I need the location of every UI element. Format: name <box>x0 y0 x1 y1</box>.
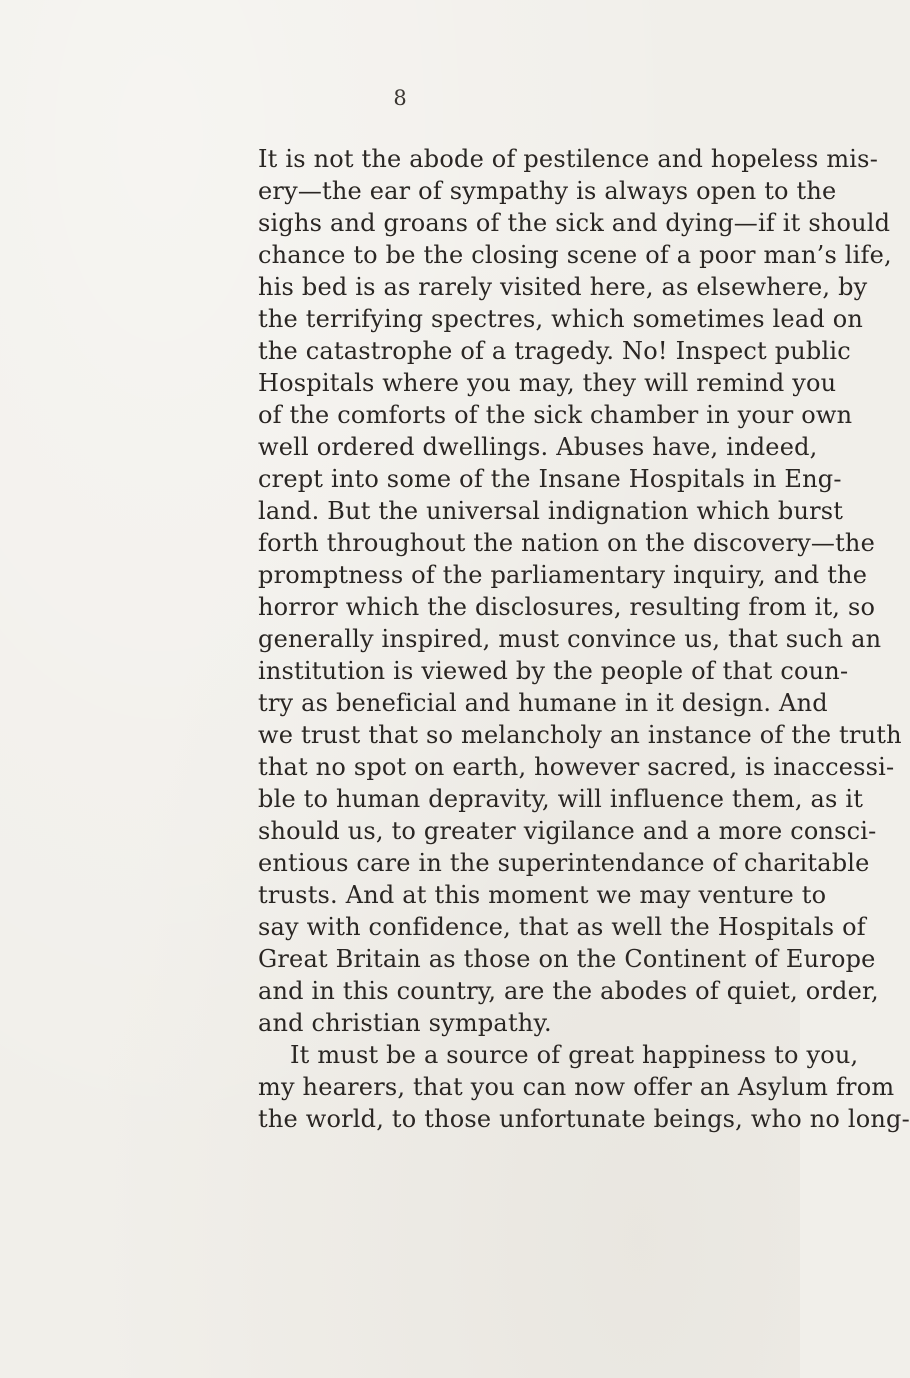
text-line: his bed is as rarely visited here, as elsewhere, by <box>258 273 868 301</box>
text-line: should us, to greater vigilance and a more consci- <box>258 817 877 845</box>
text-line: sighs and groans of the sick and dying—if it should <box>258 209 891 237</box>
text-line: Hospitals where you may, they will remind you <box>258 369 837 397</box>
text-line: we trust that so melancholy an instance of the truth <box>258 721 902 749</box>
text-line: try as beneficial and humane in it design. And <box>258 689 828 717</box>
text-line: horror which the disclosures, resulting from it, so <box>258 593 876 621</box>
text-line: trusts. And at this moment we may venture to <box>258 881 827 909</box>
text-line: land. But the universal indignation which burst <box>258 497 844 525</box>
text-line: the catastrophe of a tragedy. No! Inspect public <box>258 337 851 365</box>
text-line: well ordered dwellings. Abuses have, indeed, <box>258 433 818 461</box>
text-line: forth throughout the nation on the discovery—the <box>258 529 875 557</box>
text-line: chance to be the closing scene of a poor man’s life, <box>258 241 892 269</box>
text-line: the world, to those unfortunate beings, who no long- <box>258 1105 910 1133</box>
text-line: the terrifying spectres, which sometimes lead on <box>258 305 864 333</box>
text-line: and in this country, are the abodes of quiet, order, <box>258 977 879 1005</box>
text-line: generally inspired, must convince us, that such an <box>258 625 882 653</box>
body-text <box>258 143 910 1135</box>
text-line: entious care in the superintendance of charitable <box>258 849 870 877</box>
paragraph-start-line: It must be a source of great happiness to you, <box>290 1041 859 1069</box>
text-line: institution is viewed by the people of that coun- <box>258 657 849 685</box>
text-line: Great Britain as those on the Continent of Europe <box>258 945 876 973</box>
text-line: say with confidence, that as well the Hospitals of <box>258 913 866 941</box>
text-line: of the comforts of the sick chamber in your own <box>258 401 853 429</box>
text-line: ery—the ear of sympathy is always open to the <box>258 177 837 205</box>
text-line: It is not the abode of pestilence and hopeless mis- <box>258 145 879 173</box>
text-line: crept into some of the Insane Hospitals in Eng- <box>258 465 842 493</box>
text-line: ble to human depravity, will influence them, as it <box>258 785 864 813</box>
text-line: my hearers, that you can now offer an Asylum from <box>258 1073 895 1101</box>
text-line: promptness of the parliamentary inquiry, and the <box>258 561 868 589</box>
page-number: 8 <box>393 86 407 110</box>
text-line: that no spot on earth, however sacred, is inaccessi- <box>258 753 895 781</box>
paragraph-end-line: and christian sympathy. <box>258 1009 552 1037</box>
